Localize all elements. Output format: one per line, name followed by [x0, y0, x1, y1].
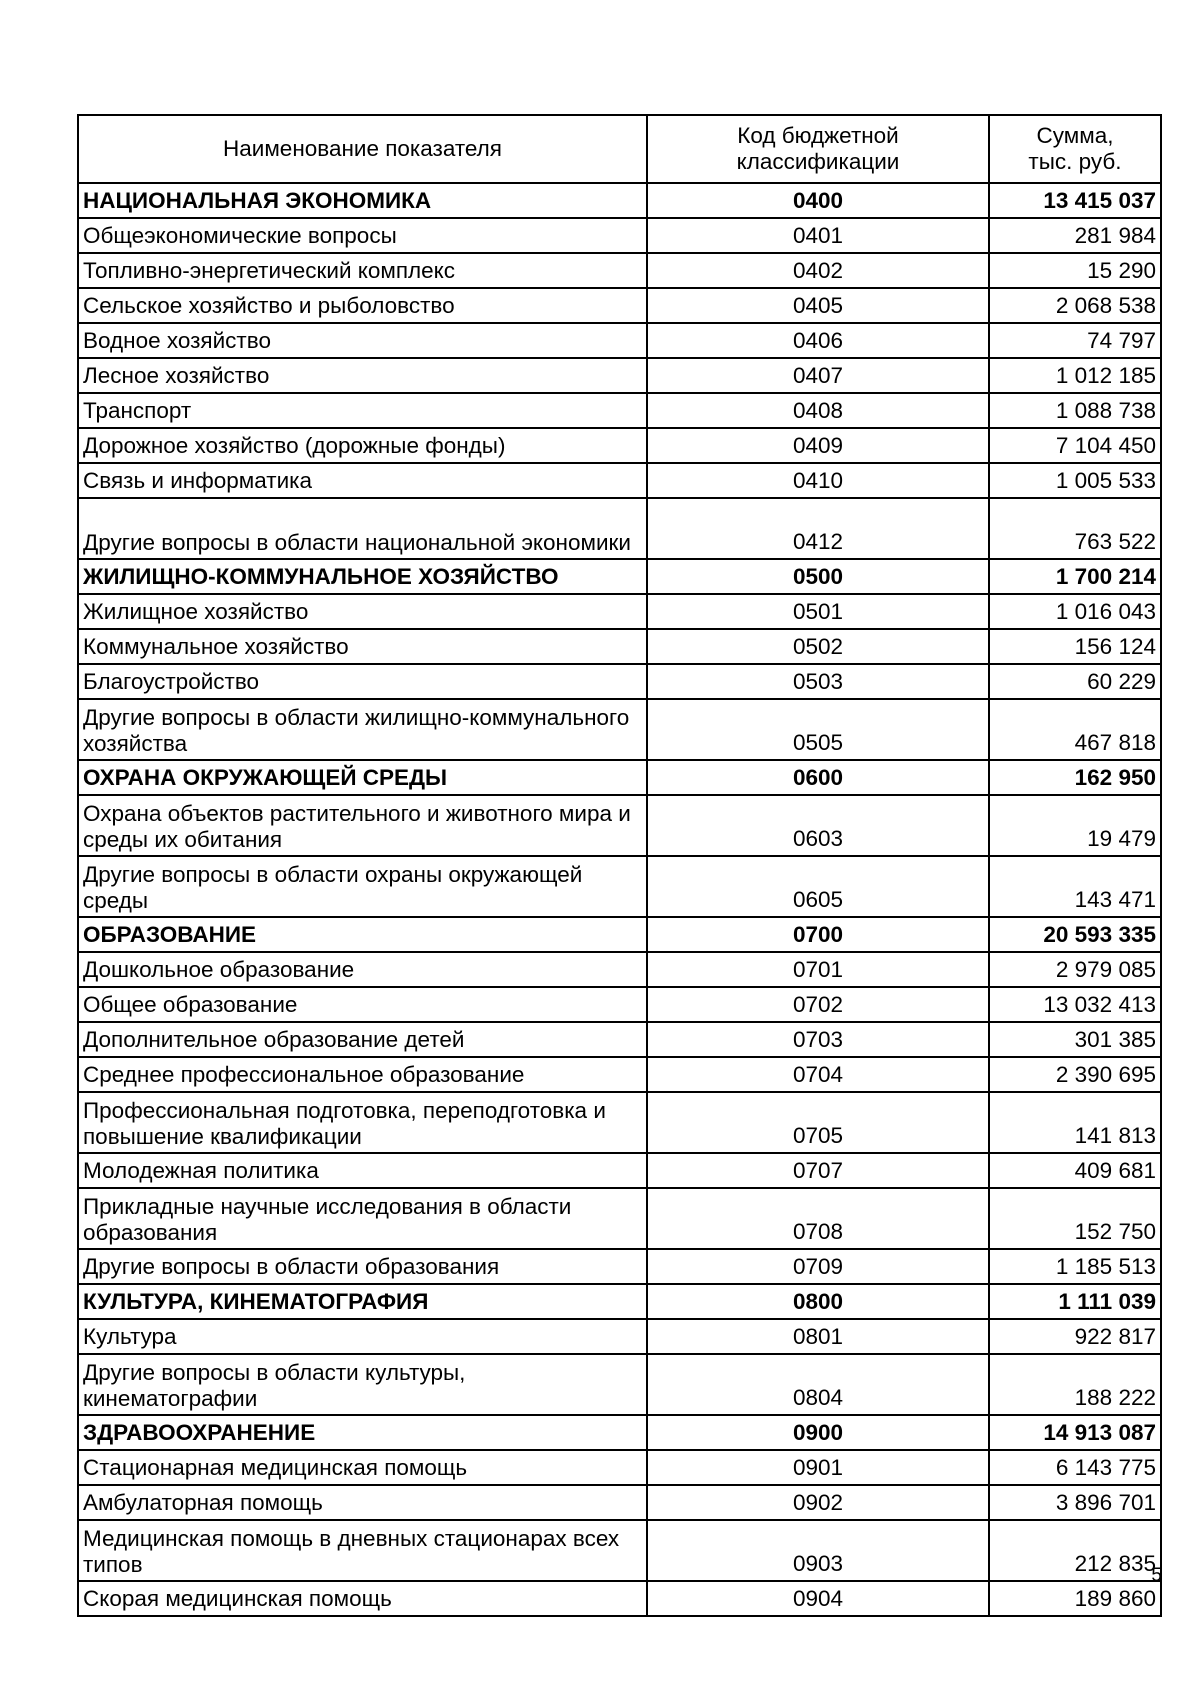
header-code-line1: Код бюджетной	[737, 123, 899, 148]
row-sum-cell: 19 479	[989, 795, 1161, 856]
row-name-cell: Среднее профессиональное образование	[78, 1057, 647, 1092]
header-sum	[989, 115, 1161, 183]
row-name-cell: Общеэкономические вопросы	[78, 218, 647, 253]
row-sum-cell: 1 016 043	[989, 594, 1161, 629]
header-name-label: Наименование показателя	[223, 136, 502, 161]
row-code-cell: 0501	[647, 594, 989, 629]
header-code-line2: классификации	[736, 149, 900, 174]
row-sum-cell: 212 835	[989, 1520, 1161, 1581]
row-sum-cell: 74 797	[989, 323, 1161, 358]
row-sum-cell: 409 681	[989, 1153, 1161, 1188]
table-row	[78, 253, 1161, 288]
row-code-cell: 0401	[647, 218, 989, 253]
row-sum-cell: 281 984	[989, 218, 1161, 253]
row-sum-cell: 3 896 701	[989, 1485, 1161, 1520]
table-row	[78, 498, 1161, 559]
row-sum-cell: 2 979 085	[989, 952, 1161, 987]
row-sum-cell: 301 385	[989, 1022, 1161, 1057]
row-code-cell: 0702	[647, 987, 989, 1022]
row-sum-cell: 143 471	[989, 856, 1161, 917]
table-row	[78, 1485, 1161, 1520]
table-row	[78, 594, 1161, 629]
row-sum-cell: 20 593 335	[989, 917, 1161, 952]
row-code-cell: 0707	[647, 1153, 989, 1188]
row-sum-cell: 14 913 087	[989, 1415, 1161, 1450]
row-code-cell: 0408	[647, 393, 989, 428]
row-sum-cell: 141 813	[989, 1092, 1161, 1153]
table-row	[78, 952, 1161, 987]
row-code-cell: 0701	[647, 952, 989, 987]
row-sum-cell: 7 104 450	[989, 428, 1161, 463]
table-row	[78, 1319, 1161, 1354]
row-code-cell: 0708	[647, 1188, 989, 1249]
row-code-cell: 0709	[647, 1249, 989, 1284]
row-code-cell: 0900	[647, 1415, 989, 1450]
row-name-cell: Транспорт	[78, 393, 647, 428]
row-sum-cell: 922 817	[989, 1319, 1161, 1354]
row-name-cell: Охрана объектов растительного и животного мира и среды их обитания	[78, 795, 647, 856]
row-name-cell: Благоустройство	[78, 664, 647, 699]
row-code-cell: 0406	[647, 323, 989, 358]
row-code-cell: 0405	[647, 288, 989, 323]
row-sum-cell: 15 290	[989, 253, 1161, 288]
row-sum-cell: 189 860	[989, 1581, 1161, 1616]
row-sum-cell: 1 700 214	[989, 559, 1161, 594]
table-row	[78, 664, 1161, 699]
row-name-cell: Скорая медицинская помощь	[78, 1581, 647, 1616]
row-code-cell: 0412	[647, 498, 989, 559]
row-sum-cell: 2 390 695	[989, 1057, 1161, 1092]
row-code-cell: 0703	[647, 1022, 989, 1057]
row-code-cell: 0903	[647, 1520, 989, 1581]
row-name-cell: ОХРАНА ОКРУЖАЮЩЕЙ СРЕДЫ	[78, 760, 647, 795]
row-code-cell: 0605	[647, 856, 989, 917]
row-sum-cell: 1 088 738	[989, 393, 1161, 428]
row-name-cell: Профессиональная подготовка, переподготовка и повышение квалификации	[78, 1092, 647, 1153]
row-name-cell: Другие вопросы в области охраны окружающей среды	[78, 856, 647, 917]
row-name-cell: Другие вопросы в области культуры, кинематографии	[78, 1354, 647, 1415]
row-name-cell: Дополнительное образование детей	[78, 1022, 647, 1057]
section-row	[78, 917, 1161, 952]
table-row	[78, 1520, 1161, 1581]
table-row	[78, 288, 1161, 323]
table-row	[78, 795, 1161, 856]
row-name-cell: Общее образование	[78, 987, 647, 1022]
table-row	[78, 1354, 1161, 1415]
table-row	[78, 1153, 1161, 1188]
row-code-cell: 0704	[647, 1057, 989, 1092]
row-code-cell: 0409	[647, 428, 989, 463]
row-code-cell: 0407	[647, 358, 989, 393]
row-name-cell: Связь и информатика	[78, 463, 647, 498]
header-sum-line2: тыс. руб.	[1028, 149, 1122, 174]
row-name-cell: Топливно-энергетический комплекс	[78, 253, 647, 288]
row-code-cell: 0804	[647, 1354, 989, 1415]
row-name-cell: Водное хозяйство	[78, 323, 647, 358]
row-name-cell: Лесное хозяйство	[78, 358, 647, 393]
row-code-cell: 0700	[647, 917, 989, 952]
row-sum-cell: 13 032 413	[989, 987, 1161, 1022]
section-row	[78, 559, 1161, 594]
row-sum-cell: 162 950	[989, 760, 1161, 795]
row-name-cell: ЖИЛИЩНО-КОММУНАЛЬНОЕ ХОЗЯЙСТВО	[78, 559, 647, 594]
row-name-cell: Стационарная медицинская помощь	[78, 1450, 647, 1485]
row-sum-cell: 6 143 775	[989, 1450, 1161, 1485]
row-code-cell: 0801	[647, 1319, 989, 1354]
table-row	[78, 358, 1161, 393]
table-header-row	[78, 115, 1161, 183]
row-name-cell: Медицинская помощь в дневных стационарах всех типов	[78, 1520, 647, 1581]
row-code-cell: 0705	[647, 1092, 989, 1153]
header-name	[78, 115, 647, 183]
table-row	[78, 1057, 1161, 1092]
row-name-cell: Культура	[78, 1319, 647, 1354]
row-name-cell: Другие вопросы в области жилищно-коммунального хозяйства	[78, 699, 647, 760]
table-row	[78, 699, 1161, 760]
header-code	[647, 115, 989, 183]
table-row	[78, 463, 1161, 498]
row-code-cell: 0500	[647, 559, 989, 594]
row-code-cell: 0503	[647, 664, 989, 699]
table-row	[78, 987, 1161, 1022]
table-row	[78, 856, 1161, 917]
row-sum-cell: 1 012 185	[989, 358, 1161, 393]
row-code-cell: 0901	[647, 1450, 989, 1485]
section-row	[78, 183, 1161, 218]
row-name-cell: Жилищное хозяйство	[78, 594, 647, 629]
row-code-cell: 0410	[647, 463, 989, 498]
row-name-cell: Сельское хозяйство и рыболовство	[78, 288, 647, 323]
row-sum-cell: 1 185 513	[989, 1249, 1161, 1284]
table-row	[78, 1092, 1161, 1153]
table-row	[78, 1188, 1161, 1249]
row-code-cell: 0600	[647, 760, 989, 795]
row-sum-cell: 2 068 538	[989, 288, 1161, 323]
table-row	[78, 629, 1161, 664]
table-row	[78, 1450, 1161, 1485]
row-code-cell: 0502	[647, 629, 989, 664]
section-row	[78, 1415, 1161, 1450]
row-name-cell: ЗДРАВООХРАНЕНИЕ	[78, 1415, 647, 1450]
table-row	[78, 1249, 1161, 1284]
page-number: 5	[1151, 1565, 1162, 1586]
row-code-cell: 0904	[647, 1581, 989, 1616]
row-name-cell: Дорожное хозяйство (дорожные фонды)	[78, 428, 647, 463]
table-row	[78, 393, 1161, 428]
row-code-cell: 0505	[647, 699, 989, 760]
row-name-cell: Молодежная политика	[78, 1153, 647, 1188]
row-name-cell: Другие вопросы в области национальной экономики	[78, 498, 647, 559]
row-sum-cell: 156 124	[989, 629, 1161, 664]
table-row	[78, 218, 1161, 253]
row-name-cell: Другие вопросы в области образования	[78, 1249, 647, 1284]
row-code-cell: 0902	[647, 1485, 989, 1520]
row-code-cell: 0603	[647, 795, 989, 856]
row-name-cell: НАЦИОНАЛЬНАЯ ЭКОНОМИКА	[78, 183, 647, 218]
row-code-cell: 0400	[647, 183, 989, 218]
row-sum-cell: 763 522	[989, 498, 1161, 559]
table-row	[78, 323, 1161, 358]
row-name-cell: ОБРАЗОВАНИЕ	[78, 917, 647, 952]
row-name-cell: Коммунальное хозяйство	[78, 629, 647, 664]
section-row	[78, 760, 1161, 795]
row-sum-cell: 13 415 037	[989, 183, 1161, 218]
row-code-cell: 0800	[647, 1284, 989, 1319]
row-name-cell: КУЛЬТУРА, КИНЕМАТОГРАФИЯ	[78, 1284, 647, 1319]
section-row	[78, 1284, 1161, 1319]
row-sum-cell: 1 111 039	[989, 1284, 1161, 1319]
table-row	[78, 1022, 1161, 1057]
row-sum-cell: 60 229	[989, 664, 1161, 699]
row-name-cell: Прикладные научные исследования в области образования	[78, 1188, 647, 1249]
table-row	[78, 428, 1161, 463]
row-sum-cell: 467 818	[989, 699, 1161, 760]
row-sum-cell: 1 005 533	[989, 463, 1161, 498]
table-row	[78, 1581, 1161, 1616]
row-sum-cell: 188 222	[989, 1354, 1161, 1415]
header-sum-line1: Сумма,	[1036, 123, 1114, 148]
row-sum-cell: 152 750	[989, 1188, 1161, 1249]
row-name-cell: Амбулаторная помощь	[78, 1485, 647, 1520]
table-body	[78, 183, 1161, 1616]
budget-table	[77, 114, 1162, 1617]
row-name-cell: Дошкольное образование	[78, 952, 647, 987]
row-code-cell: 0402	[647, 253, 989, 288]
